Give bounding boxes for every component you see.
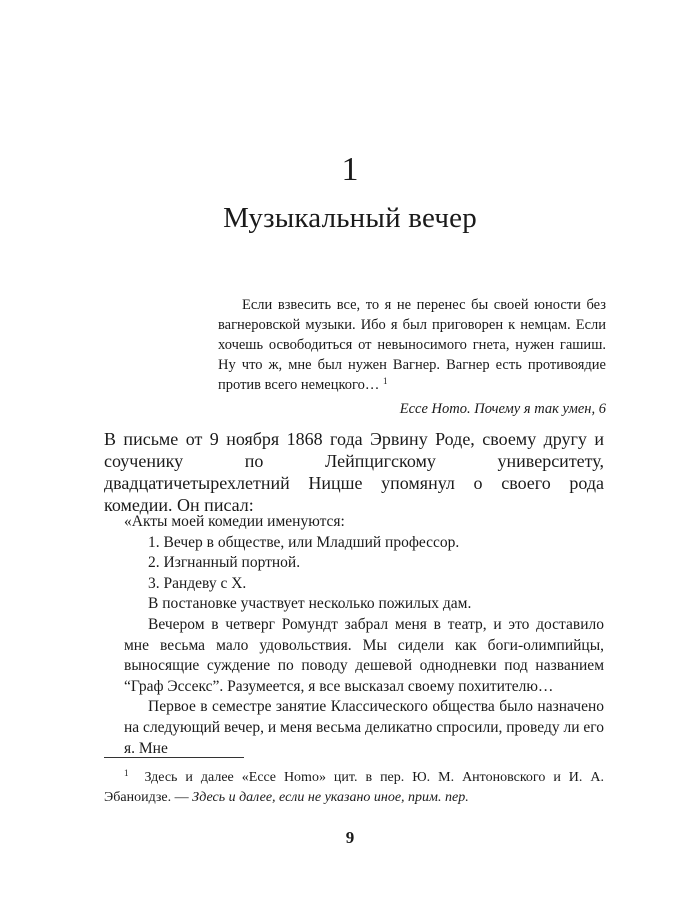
footnote-body: Здесь и далее «Ecce Homo» цит. в пер. Ю. М. Антоновского и И. А. Эбаноидзе. — <box>104 770 605 805</box>
letter-act-item: 1. Вечер в обществе, или Младший профессор. <box>148 533 460 551</box>
letter-opening: «Акты моей комедии именуются: <box>124 513 345 530</box>
letter-act-item: 2. Изгнанный портной. <box>148 554 301 572</box>
footnote-text <box>104 768 604 808</box>
footnote-divider <box>104 757 244 758</box>
page-number: 9 <box>345 828 355 847</box>
letter-cast: В постановке участвует несколько пожилых дам. <box>148 595 472 613</box>
chapter-number: 1 <box>341 151 359 188</box>
intro-paragraph: В письме от 9 ноября 1868 года Эрвину Роде, своему другу и соученику по Лейпцигскому университету, двадцатичетырехлетний Ницше упомянул о своего рода комедии. Он писал: <box>104 429 604 515</box>
epigraph-text <box>218 295 606 395</box>
footnote <box>104 768 604 808</box>
footnote-italic-note: Здесь и далее, если не указано иное, прим. пер. <box>192 790 469 805</box>
chapter-title: Музыкальный вечер <box>223 202 477 234</box>
letter-act-item: 3. Рандеву с Х. <box>148 574 247 592</box>
footnote-number: 1 <box>124 768 129 778</box>
epigraph-source: Ecce Homo. Почему я так умен, 6 <box>399 401 606 417</box>
epigraph-quote: Если взвесить все, то я не перенес бы своей юности без вагнеровской музыки. Ибо я был приговорен к немцам. Если хочешь освободиться от невыносимого гнета, нужен гашиш. Ну что ж, мне был нужен Вагнер. Вагнер есть противоядие против всего немецкого… <box>218 297 606 393</box>
epigraph <box>218 295 606 419</box>
letter-quote <box>124 512 604 759</box>
body-text <box>104 428 604 516</box>
epigraph-footnote-ref[interactable]: 1 <box>383 376 388 386</box>
letter-paragraph: Первое в семестре занятие Классического общества было назначено на следующий вечер, и меня весьма деликатно спросили, проведу ли его я. Мне <box>124 698 604 757</box>
letter-paragraph: Вечером в четверг Ромундт забрал меня в театр, и это доставило мне весьма мало удовольствия. Мы сидели как боги-олимпийцы, выносящие суждение по поводу дешевой однодневки под названием “Граф Эссекс”. Разумеется, я все высказал своему похитителю… <box>124 615 604 695</box>
